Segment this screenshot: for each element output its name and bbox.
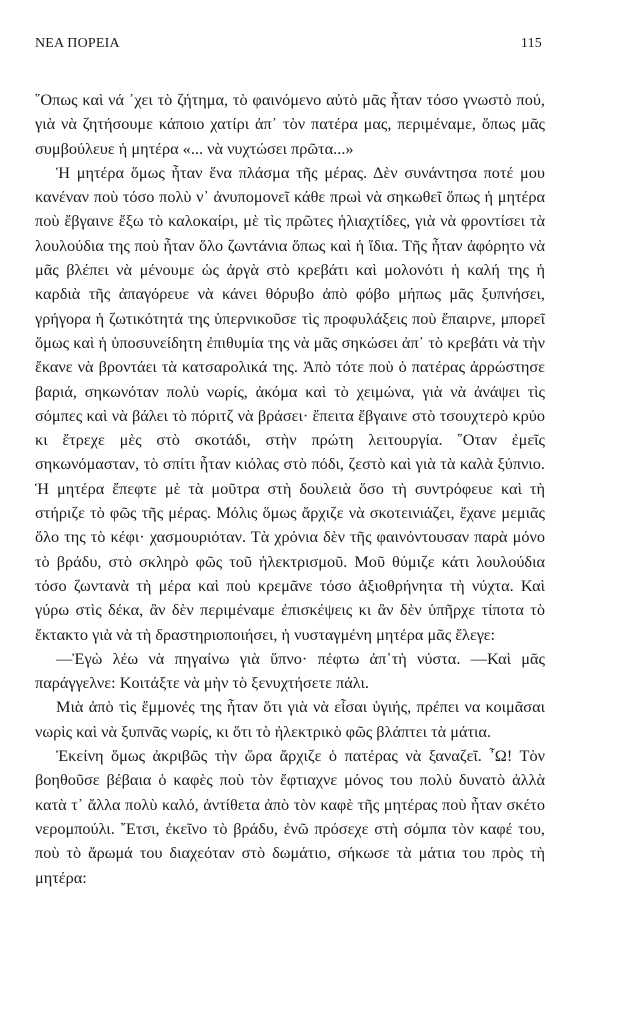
paragraph-1: ῞Οπως καὶ νά ᾽χει τὸ ζήτημα, τὸ φαινόμενο αὐτὸ μᾶς ἦταν τόσο γνωστὸ πού, γιὰ νὰ ζητήσουμε κάποιο χατίρι ἀπ᾽ τὸν πατέρα μας, περιμέναμε, ὅπως μᾶς συμβούλευε ἡ μητέρα «... νὰ νυχτώσει πρῶτα...» <box>35 90 545 158</box>
page-number: 115 <box>520 36 542 51</box>
paragraph-3: —Ἐγὼ λέω νὰ πηγαίνω γιὰ ὕπνο· πέφτω ἀπ᾽τὴ νύστα. —Καὶ μᾶς παράγγελνε: Κοιτάξτε νὰ μὴν τὸ ξενυχτήσετε πάλι. <box>35 648 545 693</box>
running-title: ΝΕΑ ΠΟΡΕΙΑ <box>35 36 120 51</box>
paragraph-2: Ἡ μητέρα ὅμως ἦταν ἕνα πλάσμα τῆς μέρας. Δὲν συνάντησα ποτέ μου κανέναν ποὺ τόσο πολὺ ν᾽ ἀνυπομονεῖ κάθε πρωὶ νὰ σηκωθεῖ ὅπως ἡ μητέρα ποὺ ἔβγαινε ἔξω τὸ καλοκαίρι, μὲ τὶς πρῶτες ἡλιαχτίδες, γιὰ νὰ φροντίσει τὰ λουλούδια της ποὺ ἦταν ὅλο ζωντάνια ὅπως καὶ ἡ ἴδια. Τῆς ἦταν ἀφόρητο νὰ μᾶς βλέπει νὰ μένουμε ὡς ἀργὰ στὸ κρεβάτι καὶ μολονότι ἡ καλή της ἡ καρδιὰ τῆς ἀπαγόρευε νὰ κάνει θόρυβο ἀπὸ φόβο μήπως μᾶς ξυπνήσει, γρήγορα ἡ ζωτικότητά της ὑπερνικοῦσε τὶς προφυλάξεις ποὺ ἔπαιρνε, μπορεῖ ὅμως καὶ ἡ ὑποσυνείδητη ἐπιθυμία της νὰ μᾶς σηκώσει ἀπ᾽ τὸ κρεβάτι νὰ τὴν ἔκανε νὰ βροντάει τὰ κατσαρολικά της. Ἀπὸ τότε ποὺ ὁ πατέρας ἀρρώστησε βαριά, σηκωνόταν πολὺ νωρίς, ἀκόμα καὶ τὸ χειμώνα, γιὰ νὰ ἀνάψει τὶς σόμπες καὶ νὰ βάλει τὸ πόριτζ νὰ βράσει· ἔπειτα ἔβγαινε στὸ τσουχτερὸ κρύο κι ἔτρεχε μὲς στὸ σκοτάδι, στὴν πρώτη λειτουργία. ῞Οταν ἐμεῖς σηκωνόμασταν, τὸ σπίτι ἦταν κιόλας στὸ πόδι, ζεστὸ καὶ γιὰ τὰ καλὰ ξύπνιο. Ἡ μητέρα ἔπεφτε μὲ τὰ μοῦτρα στὴ δουλειὰ ὅσο τὴ συντρόφευε καὶ τὴ στήριζε τὸ φῶς τῆς μέρας. Μόλις ὅμως ἄρχιζε νὰ σκοτεινιάζει, ἔχανε μεμιᾶς ὅλο της τὸ κέφι· χασμουριόταν. Τὰ χρόνια δὲν τῆς φαινόντουσαν παρὰ μόνο τὸ βράδυ, στὸ σκληρὸ φῶς τοῦ ἠλεκτρισμοῦ. Μοῦ θύμιζε κάτι λουλούδια τόσο ζωντανὰ τὴ μέρα καὶ ποὺ κρεμᾶνε τόσο ἀξιοθρήνητα τὴ νύχτα. Καὶ γύρω στὶς δέκα, ἂν δὲν περιμέναμε ἐπισκέψεις κι ἂν δὲν ὑπῆρχε τίποτα τὸ ἔκτακτο γιὰ νὰ τὴ δραστηριοποιήσει, ἡ νυσταγμένη μητέρα μᾶς ἔλεγε: <box>35 162 545 644</box>
running-head <box>35 36 542 56</box>
body-text <box>35 88 545 890</box>
paragraph-4: Μιὰ ἀπὸ τὶς ἔμμονές της ἦταν ὅτι γιὰ νὰ εἶσαι ὑγιής, πρέπει να κοιμᾶσαι νωρὶς καὶ νὰ ξυπνᾶς νωρίς, κι ὅτι τὸ ἠλεκτρικὸ φῶς βλάπτει τὰ μάτια. <box>35 697 545 741</box>
paragraph-5: Ἐκείνη ὅμως ἀκριβῶς τὴν ὥρα ἄρχιζε ὁ πατέρας νὰ ξαναζεῖ. ῏Ω! Τὸν βοηθοῦσε βέβαια ὁ καφὲς ποὺ τὸν ἔφτιαχνε μόνος του πολὺ δυνατὸ ἀλλὰ κατὰ τ᾽ ἄλλα πολὺ καλό, ἀντίθετα ἀπὸ τὸν καφὲ τῆς μητέρας ποὺ ἦταν σκέτο νερομπούλι. ῎Ετσι, ἐκεῖνο τὸ βράδυ, ἐνῶ πρόσεχε στὴ σόμπα τὸν καφέ του, ποὺ τὸ ἄρωμά του διαχεόταν στὸ δωμάτιο, σήκωσε τὰ μάτια του πρὸς τὴ μητέρα: <box>35 746 545 887</box>
